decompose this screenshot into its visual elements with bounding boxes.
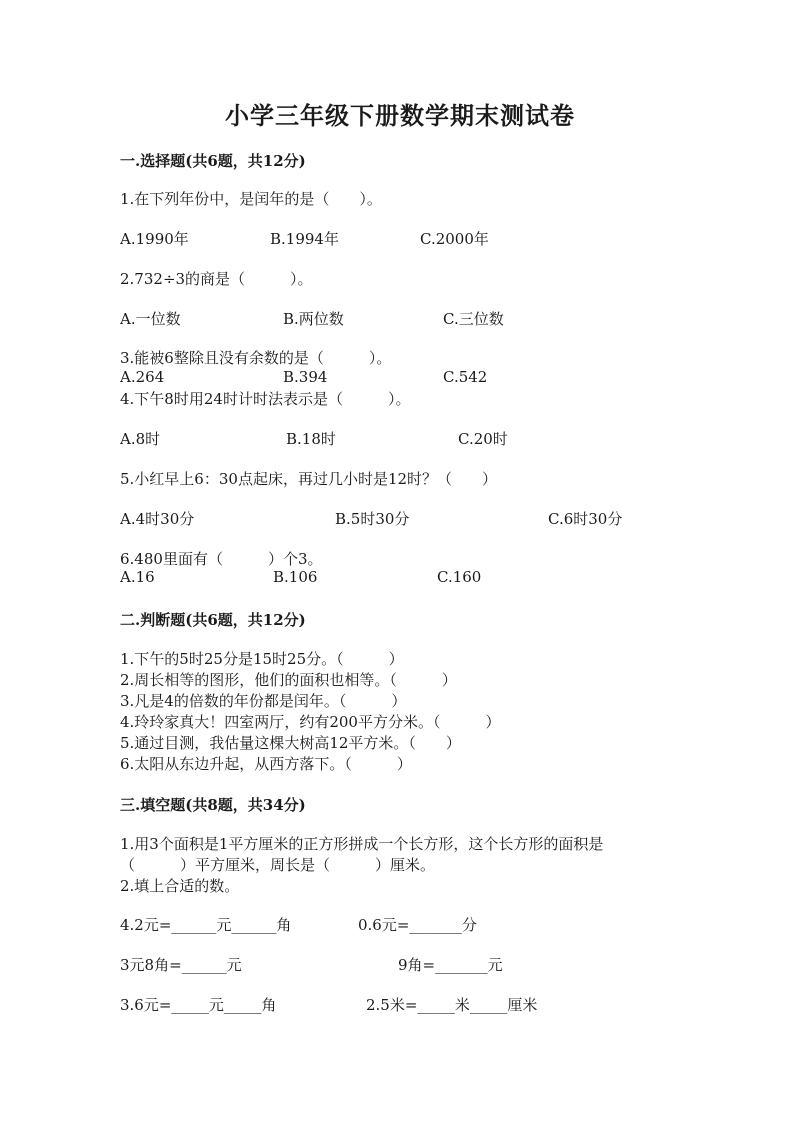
q6-option-b: B.106 bbox=[273, 568, 318, 586]
q6-option-c: C.160 bbox=[437, 568, 482, 586]
q3-option-c: C.542 bbox=[443, 368, 488, 386]
fill-q1-line2: （ ）平方厘米，周长是（ ）厘米。 bbox=[120, 856, 436, 874]
judge-item-5: 5.通过目测，我估量这棵大树高12平方米。（ ） bbox=[120, 734, 461, 752]
q4-option-b: B.18时 bbox=[286, 430, 336, 448]
q3-option-a: A.264 bbox=[120, 368, 165, 386]
q5-option-b: B.5时30分 bbox=[335, 510, 410, 528]
fill-row3-right: 2.5米=_____米_____厘米 bbox=[366, 996, 538, 1014]
q1-option-b: B.1994年 bbox=[270, 230, 339, 248]
fill-row2-right: 9角=_______元 bbox=[398, 956, 503, 974]
section-heading-choice: 一.选择题(共6题，共12分) bbox=[120, 152, 306, 170]
fill-row1-right: 0.6元=_______分 bbox=[358, 916, 477, 934]
q2-option-a: A.一位数 bbox=[120, 310, 181, 328]
q4-option-c: C.20时 bbox=[458, 430, 508, 448]
question-4: 4.下午8时用24时计时法表示是（ ）。 bbox=[120, 390, 411, 408]
q3-option-b: B.394 bbox=[283, 368, 328, 386]
q1-option-c: C.2000年 bbox=[420, 230, 489, 248]
section-heading-fill: 三.填空题(共8题，共34分) bbox=[120, 796, 306, 814]
q5-option-a: A.4时30分 bbox=[120, 510, 195, 528]
q1-option-a: A.1990年 bbox=[120, 230, 189, 248]
fill-q1-line1: 1.用3个面积是1平方厘米的正方形拼成一个长方形，这个长方形的面积是 bbox=[120, 835, 604, 853]
judge-item-3: 3.凡是4的倍数的年份都是闰年。（ ） bbox=[120, 692, 407, 710]
judge-item-1: 1.下午的5时25分是15时25分。（ ） bbox=[120, 650, 404, 668]
q5-option-c: C.6时30分 bbox=[548, 510, 623, 528]
question-6: 6.480里面有（ ）个3。 bbox=[120, 550, 323, 568]
question-2: 2.732÷3的商是（ ）。 bbox=[120, 270, 313, 288]
fill-q2: 2.填上合适的数。 bbox=[120, 877, 240, 895]
q2-option-c: C.三位数 bbox=[443, 310, 504, 328]
fill-row2-left: 3元8角=______元 bbox=[120, 956, 242, 974]
q6-option-a: A.16 bbox=[120, 568, 155, 586]
q2-option-b: B.两位数 bbox=[283, 310, 344, 328]
question-1: 1.在下列年份中，是闰年的是（ ）。 bbox=[120, 190, 382, 208]
q4-option-a: A.8时 bbox=[120, 430, 161, 448]
question-3: 3.能被6整除且没有余数的是（ ）。 bbox=[120, 349, 392, 367]
judge-item-2: 2.周长相等的图形，他们的面积也相等。（ ） bbox=[120, 671, 457, 689]
question-5: 5.小红早上6：30点起床，再过几小时是12时？（ ） bbox=[120, 470, 498, 488]
section-heading-judge: 二.判断题(共6题，共12分) bbox=[120, 611, 306, 629]
judge-item-6: 6.太阳从东边升起，从西方落下。（ ） bbox=[120, 755, 412, 773]
judge-item-4: 4.玲玲家真大！四室两厅，约有200平方分米。（ ） bbox=[120, 713, 501, 731]
fill-row1-left: 4.2元=______元______角 bbox=[120, 916, 292, 934]
fill-row3-left: 3.6元=_____元_____角 bbox=[120, 996, 277, 1014]
page-title: 小学三年级下册数学期末测试卷 bbox=[225, 101, 575, 130]
